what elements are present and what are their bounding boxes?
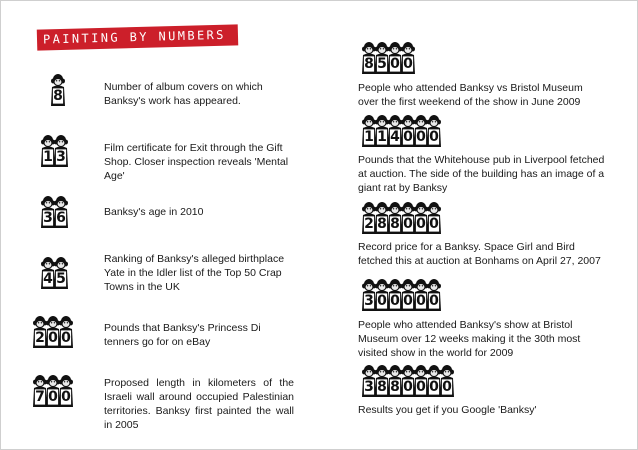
monkey-sign-digit: 8 <box>364 56 374 72</box>
monkey-sign-digit: 0 <box>416 216 426 232</box>
monkey-number-graphic <box>362 201 440 235</box>
monkey-sign-icon <box>388 364 402 398</box>
monkey-sign-icon <box>54 256 68 290</box>
monkey-sign-icon <box>375 41 389 75</box>
monkey-sign-icon <box>362 201 376 235</box>
stat-description: Record price for a Banksy. Space Girl and Bird fetched this at auction at Bonhams on April 27, 2007 <box>358 241 601 267</box>
monkey-sign-digit: 0 <box>416 379 426 395</box>
monkey-sign-icon <box>375 114 389 148</box>
monkey-sign-icon <box>54 195 68 229</box>
monkey-sign-icon <box>414 364 428 398</box>
monkey-sign-icon <box>375 201 389 235</box>
monkey-sign-icon <box>375 278 389 312</box>
monkey-sign-digit: 0 <box>61 330 71 346</box>
monkey-sign-digit: 6 <box>56 210 66 226</box>
monkey-sign-icon <box>41 195 55 229</box>
monkey-sign-icon <box>362 41 376 75</box>
monkey-sign-digit: 0 <box>403 379 413 395</box>
monkey-number-graphic <box>51 73 64 107</box>
monkey-sign-digit: 8 <box>377 379 387 395</box>
monkey-sign-digit: 0 <box>48 389 58 405</box>
monkey-sign-icon <box>388 41 402 75</box>
monkey-number-graphic <box>362 114 440 148</box>
monkey-sign-digit: 1 <box>364 129 374 145</box>
stat-description: People who attended Banksy vs Bristol Museum over the first weekend of the show in June 2009 <box>358 82 583 108</box>
monkey-sign-icon <box>414 201 428 235</box>
monkey-sign-icon <box>362 114 376 148</box>
monkey-sign-icon <box>41 256 55 290</box>
monkey-number-graphic <box>362 278 440 312</box>
monkey-sign-digit: 0 <box>390 56 400 72</box>
monkey-sign-icon <box>362 278 376 312</box>
monkey-sign-digit: 4 <box>390 129 400 145</box>
monkey-sign-digit: 0 <box>403 293 413 309</box>
monkey-sign-icon <box>388 278 402 312</box>
monkey-sign-digit: 8 <box>390 379 400 395</box>
monkey-sign-digit: 0 <box>442 379 452 395</box>
stat-description: Results you get if you Google 'Banksy' <box>358 404 537 416</box>
monkey-sign-digit: 3 <box>364 379 374 395</box>
monkey-sign-icon <box>427 201 441 235</box>
monkey-sign-icon <box>401 114 415 148</box>
monkey-sign-icon <box>46 374 60 408</box>
stat-description: Pounds that the Whitehouse pub in Liverpool fetched at auction. The side of the building has an image of a giant rat by Banksy <box>358 154 605 194</box>
monkey-number-graphic <box>41 134 67 168</box>
stat-description: Banksy's age in 2010 <box>104 206 204 218</box>
monkey-sign-digit: 0 <box>377 293 387 309</box>
monkey-sign-digit: 8 <box>390 216 400 232</box>
monkey-sign-icon <box>401 201 415 235</box>
monkey-sign-icon <box>427 114 441 148</box>
monkey-sign-digit: 3 <box>43 210 53 226</box>
monkey-sign-digit: 0 <box>416 129 426 145</box>
monkey-sign-digit: 2 <box>35 330 45 346</box>
stat-description: Pounds that Banksy's Princess Di tenners go for on eBay <box>104 322 261 348</box>
monkey-number-graphic <box>362 364 453 398</box>
monkey-sign-icon <box>414 278 428 312</box>
monkey-sign-digit: 0 <box>403 56 413 72</box>
monkey-sign-digit: 2 <box>364 216 374 232</box>
monkey-sign-digit: 1 <box>377 129 387 145</box>
monkey-sign-icon <box>362 364 376 398</box>
monkey-number-graphic <box>41 256 67 290</box>
monkey-sign-digit: 5 <box>56 271 66 287</box>
stat-description: Film certificate for Exit through the Gift Shop. Closer inspection reveals 'Mental Age' <box>104 142 289 182</box>
monkey-number-graphic <box>33 374 72 408</box>
monkey-sign-digit: 0 <box>416 293 426 309</box>
monkey-sign-icon <box>375 364 389 398</box>
monkey-sign-icon <box>440 364 454 398</box>
stat-description: Proposed length in kilometers of the Israeli wall around occupied Palestinian territories. Banksy first painted the wall in 2005 <box>104 377 294 431</box>
monkey-sign-digit: 4 <box>43 271 53 287</box>
monkey-number-graphic <box>362 41 414 75</box>
monkey-sign-digit: 0 <box>429 216 439 232</box>
monkey-sign-icon <box>401 278 415 312</box>
monkey-sign-icon <box>51 73 65 107</box>
monkey-sign-icon <box>427 364 441 398</box>
monkey-sign-digit: 0 <box>61 389 71 405</box>
stat-description: Number of album covers on which Banksy's work has appeared. <box>104 81 263 107</box>
monkey-sign-icon <box>59 374 73 408</box>
monkey-sign-icon <box>59 315 73 349</box>
monkey-sign-digit: 0 <box>48 330 58 346</box>
monkey-sign-icon <box>388 114 402 148</box>
monkey-sign-digit: 0 <box>403 216 413 232</box>
monkey-sign-icon <box>46 315 60 349</box>
monkey-sign-digit: 0 <box>429 293 439 309</box>
monkey-sign-digit: 0 <box>403 129 413 145</box>
monkey-sign-digit: 1 <box>43 149 53 165</box>
monkey-sign-digit: 3 <box>56 149 66 165</box>
monkey-sign-icon <box>33 315 47 349</box>
stat-description: Ranking of Banksy's alleged birthplace Yate in the Idler list of the Top 50 Crap Towns in the UK <box>104 253 285 293</box>
monkey-sign-digit: 8 <box>377 216 387 232</box>
monkey-sign-digit: 0 <box>429 129 439 145</box>
monkey-sign-icon <box>41 134 55 168</box>
monkey-sign-digit: 0 <box>390 293 400 309</box>
monkey-sign-icon <box>401 364 415 398</box>
monkey-number-graphic <box>33 315 72 349</box>
monkey-number-graphic <box>41 195 67 229</box>
monkey-sign-icon <box>414 114 428 148</box>
monkey-sign-icon <box>401 41 415 75</box>
monkey-sign-digit: 0 <box>429 379 439 395</box>
monkey-sign-digit: 7 <box>35 389 45 405</box>
monkey-sign-digit: 8 <box>53 88 63 104</box>
monkey-sign-digit: 5 <box>377 56 387 72</box>
monkey-sign-icon <box>33 374 47 408</box>
monkey-sign-icon <box>54 134 68 168</box>
monkey-sign-icon <box>427 278 441 312</box>
monkey-sign-digit: 3 <box>364 293 374 309</box>
stat-description: People who attended Banksy's show at Bristol Museum over 12 weeks making it the 30th most visited show in the world for 2009 <box>358 319 581 359</box>
monkey-sign-icon <box>388 201 402 235</box>
section-banner: PAINTING BY NUMBERS <box>37 24 238 50</box>
